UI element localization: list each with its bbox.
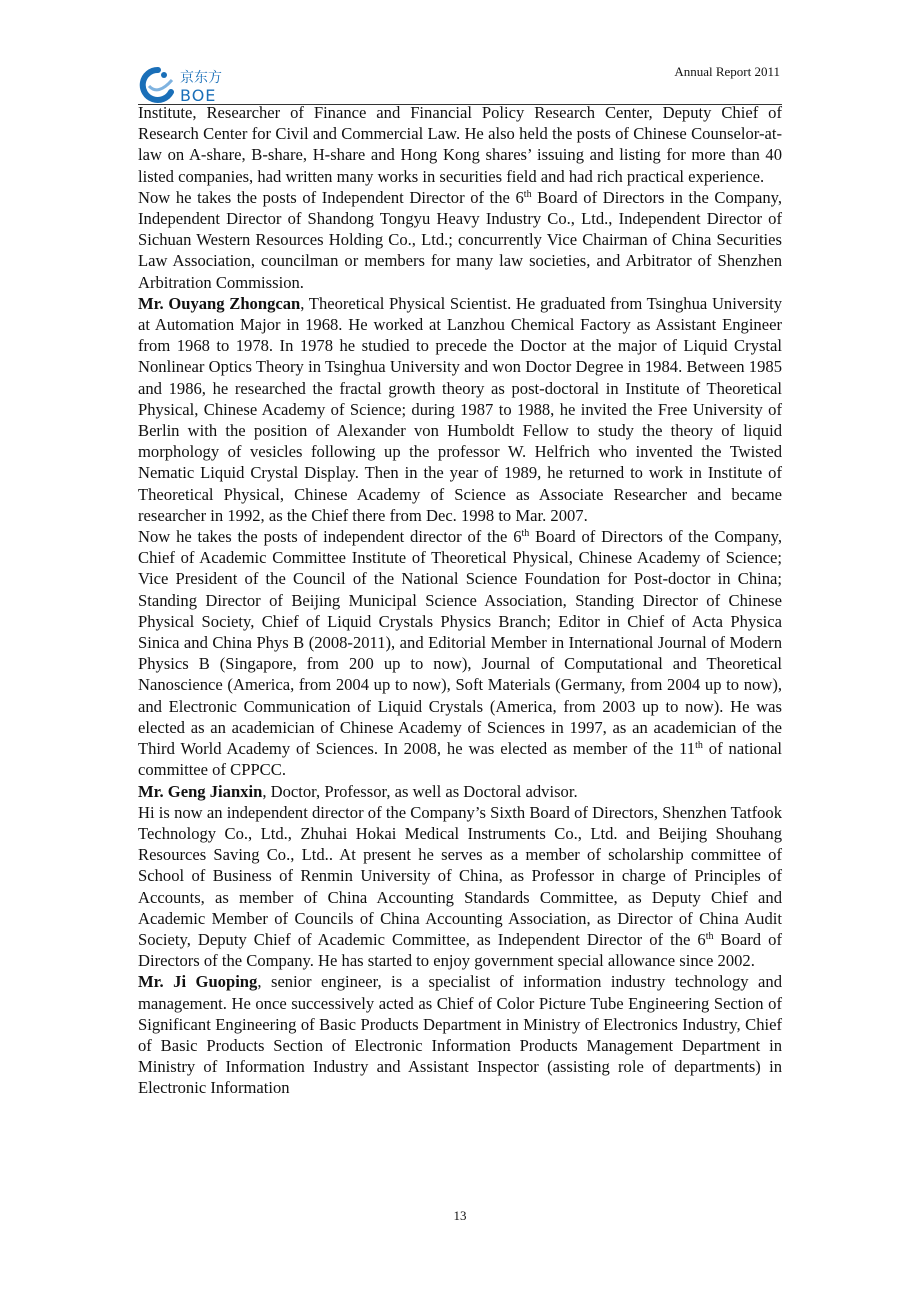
paragraph-1: Institute, Researcher of Finance and Financial Policy Research Center, Deputy Chief of Research Center for Civil and Commercial Law. He also held the posts of Chinese Counselor-at-law on A-share, B-share, H-share and Hong Kong shares’ issuing and listing for more than 40 listed companies, had written many works in securities field and had rich practical experience.	[138, 103, 782, 186]
person-name: Mr. Ji Guoping	[138, 972, 258, 992]
paragraph-2: Now he takes the posts of Independent Director of the 6th Board of Directors in the Company, Independent Director of Shandong Tongyu Heavy Industry Co., Ltd., Independent Director of Sichuan Western Resources Holding Co., Ltd.; concurrently Vice Chairman of China Securities Law Association, councilman or members for many law societies, and Arbitrator of Shenzhen Arbitration Commission.	[138, 187, 782, 292]
paragraph-geng-posts: Hi is now an independent director of the Company’s Sixth Board of Directors, Shenzhen Tatfook Technology Co., Ltd., Zhuhai Hokai Medical Instruments Co., Ltd. and Beijing Shouhang Resources Saving Co., Ltd.. At present he serves as a member of scholarship committee of School of Business of Renmin University of China, as Professor in charge of Principles of Accounts, as member of China Accounting Standards Committee, as Deputy Chief and Academic Member of Councils of China Accounting Association, as Director of China Audit Society, Deputy Chief of Academic Committee, as Independent Director of the 6th Board of Directors of the Company. He has started to enjoy government special allowance since 2002.	[138, 802, 782, 971]
paragraph-ji-bio: Mr. Ji Guoping, senior engineer, is a specialist of information industry technology and management. He once successively acted as Chief of Color Picture Tube Engineering Section of Significant Engineering of Basic Products Department in Ministry of Electronics Industry, Chief of Basic Products Section of Electronic Information Products Management Department in Ministry of Information Industry and Assistant Inspector (assisting role of departments) in Electronic Information	[138, 972, 782, 1098]
boe-logo	[138, 64, 248, 104]
report-title: Annual Report 2011	[674, 64, 780, 79]
paragraph-ouyang-posts: Now he takes the posts of independent director of the 6th Board of Directors of the Company, Chief of Academic Committee Institute of Theoretical Physical, Chinese Academy of Science; Vice President of the Council of the National Science Foundation for Post-doctor in China; Standing Director of Beijing Municipal Science Association, Standing Director of Chinese Physical Society, Chief of Liquid Crystals Physics Branch; Editor in Chief of Acta Physica Sinica and China Phys B (2008-2011), and Editorial Member in International Journal of Modern Physics B (Singapore, from 200 up to now), Journal of Computational and Theoretical Nanoscience (America, from 2004 up to now), Soft Materials (Germany, from 2004 up to now), and Electronic Communication of Liquid Crystals (America, from 2003 up to now). He was elected as an academician of Chinese Academy of Sciences in 1997, as an academician of the Third World Academy of Sciences. In 2008, he was elected as member of the 11th of national committee of CPPCC.	[138, 527, 782, 780]
document-body	[138, 102, 782, 1099]
logo-chinese-text: 京东方	[180, 70, 222, 86]
person-name: Mr. Ouyang Zhongcan	[138, 293, 301, 313]
page-header	[138, 60, 782, 105]
logo-english-text: BOE	[180, 86, 217, 104]
page-number: 13	[453, 1208, 467, 1223]
person-name: Mr. Geng Jianxin	[138, 781, 263, 801]
paragraph-geng-bio: Mr. Geng Jianxin, Doctor, Professor, as well as Doctoral advisor.	[138, 781, 578, 801]
paragraph-ouyang-bio: Mr. Ouyang Zhongcan, Theoretical Physical Scientist. He graduated from Tsinghua University at Automation Major in 1968. He worked at Lanzhou Chemical Factory as Assistant Engineer from 1968 to 1978. In 1978 he studied to precede the Doctor at the major of Liquid Crystal Nonlinear Optics Theory in Tsinghua University and won Doctor Degree in 1984. Between 1985 and 1986, he researched the fractal growth theory as post-doctoral in Institute of Theoretical Physical, Chinese Academy of Science; during 1987 to 1988, he invited the Free University of Berlin with the position of Alexander von Humboldt Fellow to study the theory of liquid morphology of vesicles following up the professor W. Helfrich who invented the Twisted Nematic Liquid Crystal Display. Then in the year of 1989, he returned to work in Institute of Theoretical Physical, Chinese Academy of Science as Associate Researcher and became researcher in 1992, as the Chief there from Dec. 1998 to Mar. 2007.	[138, 293, 782, 525]
